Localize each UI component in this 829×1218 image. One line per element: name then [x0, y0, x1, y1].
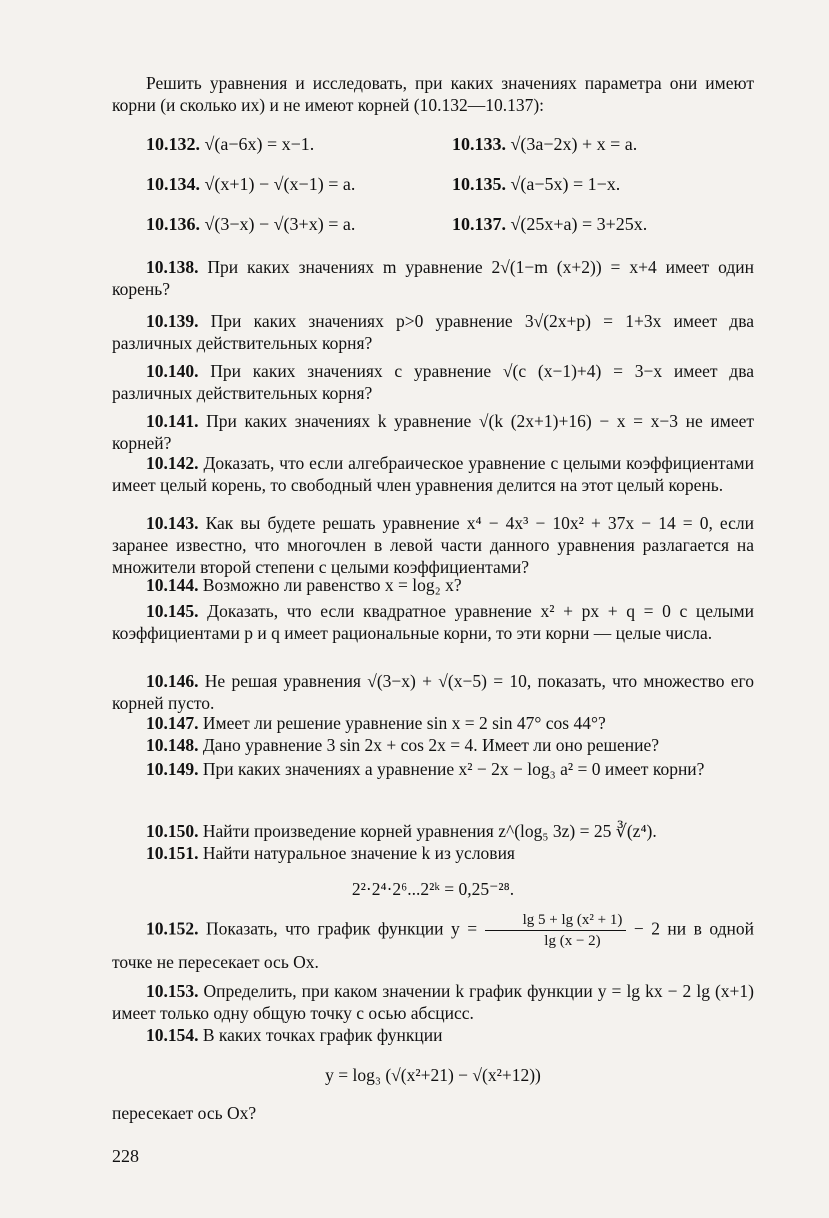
problem-text: При каких значениях k уравнение √(k (2x+1)+16) − x = x−3 не имеет корней?	[112, 411, 755, 453]
problem-expression: √(3a−2x) + x = a.	[510, 134, 638, 154]
problem-text: При каких значениях c уравнение √(c (x−1)+4) = 3−x имеет два различных действительных корня?	[112, 361, 755, 403]
problem-number: 10.140.	[146, 361, 199, 381]
problem-text: Дано уравнение 3 sin 2x + cos 2x = 4. Имеет ли оно решение?	[202, 735, 659, 755]
problem-10-150	[112, 820, 754, 842]
problem-number: 10.150.	[146, 821, 199, 841]
problem-10-151	[112, 842, 754, 900]
problem-number: 10.143.	[146, 513, 199, 533]
problem-10-146	[112, 670, 754, 714]
problem-number: 10.145.	[146, 601, 199, 621]
problem-10-145	[112, 600, 754, 644]
fraction-numerator: lg 5 + lg (x² + 1)	[485, 910, 627, 931]
problem-number: 10.147.	[146, 713, 199, 733]
problem-10-143	[112, 512, 754, 578]
problem-10-139	[112, 310, 754, 354]
problem-text: Не решая уравнения √(3−x) + √(x−5) = 10, показать, что множество его корней пусто.	[112, 671, 755, 713]
problem-number: 10.144.	[146, 575, 199, 595]
problem-expression: √(3−x) − √(3+x) = a.	[204, 214, 356, 234]
problem-text: Доказать, что если квадратное уравнение x² + px + q = 0 с целыми коэффициентами p и q имеет рациональные корни, то эти корни — целые числа.	[112, 601, 754, 643]
intro-text: Решить уравнения и исследовать, при каких значениях параметра они имеют корни (и сколько их) и не имеют корней (10.132—10.137):	[112, 73, 754, 115]
problem-number: 10.149.	[146, 759, 199, 779]
problem-text-before: Показать, что график функции y =	[205, 918, 478, 939]
problem-expression: √(x+1) − √(x−1) = a.	[204, 174, 356, 194]
problem-text: Доказать, что если алгебраическое уравнение с целыми коэффициентами имеет целый корень, то свободный член уравнения делится на этот целый корень.	[112, 453, 754, 495]
problem-10-141	[112, 410, 754, 454]
problem-10-148	[112, 734, 754, 756]
problem-number: 10.154.	[146, 1025, 199, 1045]
problem-10-149	[112, 758, 754, 780]
problem-tail: пересекает ось Ox?	[112, 1103, 257, 1123]
problem-text: При каких значениях a уравнение x² − 2x − log₃ a² = 0 имеет корни?	[202, 759, 705, 779]
problem-number: 10.134.	[146, 174, 200, 194]
problem-10-133	[452, 134, 637, 155]
problem-number: 10.139.	[146, 311, 199, 331]
problem-text: Найти натуральное значение k из условия	[202, 843, 515, 863]
problem-number: 10.137.	[452, 214, 506, 234]
problem-expression: √(25x+a) = 3+25x.	[510, 214, 648, 234]
problem-number: 10.142.	[146, 453, 199, 473]
problem-10-144	[112, 574, 754, 596]
problem-10-142	[112, 452, 754, 496]
problem-number: 10.148.	[146, 735, 199, 755]
problem-10-132	[146, 134, 314, 155]
problem-number: 10.132.	[146, 134, 200, 154]
problem-text-after: − 2 ни в одной точке не пересекает ось Ox.	[112, 918, 755, 972]
problem-10-134	[146, 174, 355, 195]
problem-text: Возможно ли равенство x = log₂ x?	[202, 575, 462, 595]
problem-text: При каких значениях p>0 уравнение 3√(2x+p) = 1+3x имеет два различных действительных корня?	[112, 311, 754, 353]
page-number: 228	[112, 1146, 139, 1166]
problem-10-136	[146, 214, 355, 235]
problem-10-140	[112, 360, 754, 404]
problem-text: Имеет ли решение уравнение sin x = 2 sin 47° cos 44°?	[202, 713, 606, 733]
problem-10-138	[112, 256, 754, 300]
problem-number: 10.135.	[452, 174, 506, 194]
problem-10-152	[112, 910, 754, 973]
problem-number: 10.153.	[146, 981, 199, 1001]
problem-10-137	[452, 214, 647, 235]
problem-number: 10.136.	[146, 214, 200, 234]
problem-text: При каких значениях m уравнение 2√(1−m (x+2)) = x+4 имеет один корень?	[112, 257, 754, 299]
problem-expression: √(a−5x) = 1−x.	[510, 174, 621, 194]
problem-10-147	[112, 712, 754, 734]
problem-number: 10.141.	[146, 411, 199, 431]
problem-text: Определить, при каком значении k график функции y = lg kx − 2 lg (x+1) имеет только одну общую точку с осью абсцисс.	[112, 981, 755, 1023]
problem-10-153	[112, 980, 754, 1024]
problem-number: 10.133.	[452, 134, 506, 154]
problem-10-154	[112, 1024, 754, 1124]
problem-text: В каких точках график функции	[202, 1025, 443, 1045]
problem-text: Как вы будете решать уравнение x⁴ − 4x³ − 10x² + 37x − 14 = 0, если заранее известно, что многочлен в левой части данного уравнения разлагается на множители второй степени с целыми коэффициентами?	[112, 513, 754, 577]
problem-number: 10.151.	[146, 843, 199, 863]
problem-formula: y = log₃ (√(x²+21) − √(x²+12))	[325, 1065, 541, 1085]
problem-expression: √(a−6x) = x−1.	[204, 134, 315, 154]
fraction-denominator: lg (x − 2)	[544, 933, 601, 949]
problem-number: 10.152.	[146, 918, 199, 939]
problem-text: Найти произведение корней уравнения z^(log₅ 3z) = 25 ∛(z⁴).	[202, 821, 657, 841]
fraction	[485, 910, 627, 951]
problem-formula: 2²·2⁴·2⁶...2²ᵏ = 0,25⁻²⁸.	[351, 879, 515, 899]
problem-10-135	[452, 174, 620, 195]
problem-number: 10.146.	[146, 671, 199, 691]
problem-number: 10.138.	[146, 257, 199, 277]
intro-paragraph	[112, 72, 754, 116]
